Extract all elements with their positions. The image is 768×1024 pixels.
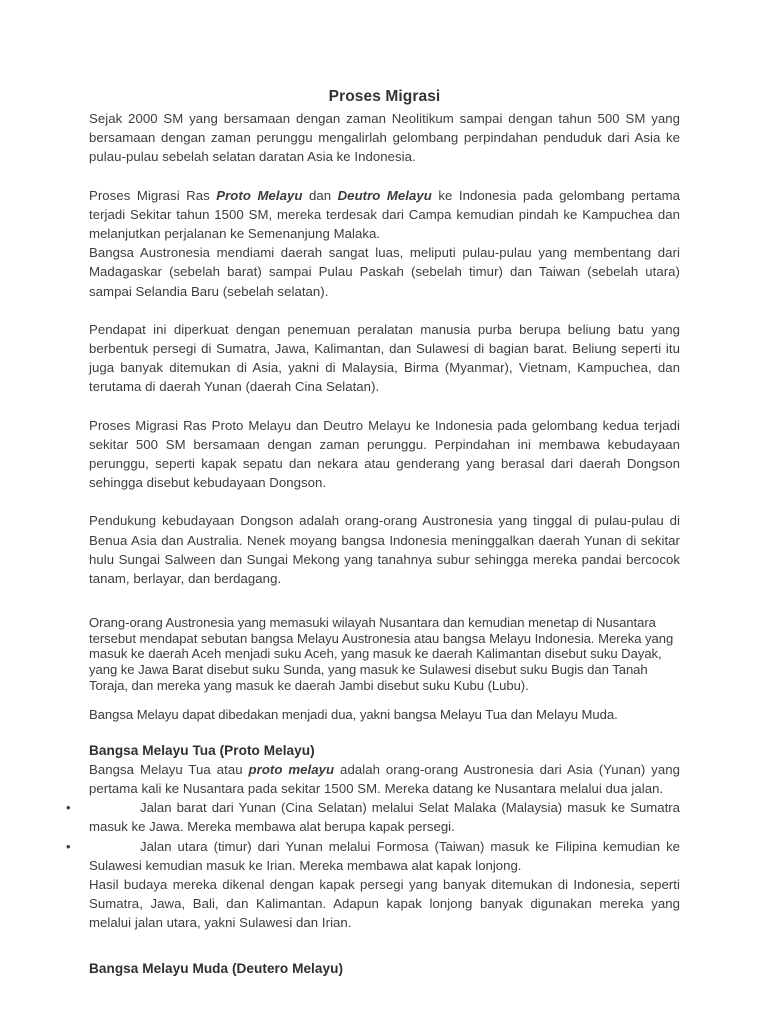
list-item-label: Jalan utara (timur) dari Yunan melalui Formosa (Taiwan) masuk ke Filipina kemudian ke Sulawesi kemudian masuk ke Irian. Mereka membawa alat kapak lonjong. bbox=[89, 838, 680, 873]
spacer bbox=[89, 933, 680, 960]
paragraph-nusantara-suku: Orang-orang Austronesia yang memasuki wilayah Nusantara dan kemudian menetap di Nusantara tersebut mendapat sebutan bangsa Melayu Austronesia atau bangsa Melayu Indonesia. Mereka yang masuk ke daerah Aceh menjadi suku Aceh, yang masuk ke daerah Kalimantan disebut suku Dayak, yang ke Jawa Barat disebut suku Sunda, yang masuk ke Sulawesi disebut suku Bugis dan Tanah Toraja, dan mereka yang masuk ke daerah Jambi disebut suku Kubu (Lubu). bbox=[89, 615, 674, 693]
spacer bbox=[89, 693, 680, 707]
emphasis-proto-melayu-lower: proto melayu bbox=[248, 761, 335, 777]
text-run: ke Indonesia pada gelombang pertama terjadi Sekitar tahun 1500 SM, mereka terdesak dari Campa kemudian pindah ke Kampuchea dan melanjutkan perjalanan ke Semenanjung Malaka. bbox=[89, 187, 681, 242]
page-title: Proses Migrasi bbox=[328, 88, 441, 105]
paragraph-austronesia-luas: Bangsa Austronesia mendiami daerah sangat luas, meliputi pulau-pulau yang membentang dari Madagaskar (sebelah barat) sampai Pulau Paskah (sebelah timur) dan Taiwan (sebelah utara) sampai Selandia Baru (sebelah selatan). bbox=[89, 245, 680, 299]
paragraph-pendukung-dongson: Pendukung kebudayaan Dongson adalah orang-orang Austronesia yang tinggal di pulau-pulau di Benua Asia dan Australia. Nenek moyang bangsa Indonesia meninggalkan daerah Yunan di sekitar hulu Sungai Salween dan Sungai Mekong yang tanahnya subur sehingga mereka pandai bercocok tanam, berlayar, dan berdagang. bbox=[89, 513, 680, 587]
emphasis-proto-melayu: Proto Melayu bbox=[216, 187, 303, 203]
spacer bbox=[89, 301, 680, 320]
paragraph-beliung: Pendapat ini diperkuat dengan penemuan peralatan manusia purba berupa beliung batu yang berbentuk persegi di Sumatra, Jawa, Kalimantan, dan Sulawesi di bagian barat. Beliung seperti itu juga banyak ditemukan di Asia, yakni di Malaysia, Birma (Myanmar), Vietnam, Kampuchea, dan terutama di daerah Yunan (daerah Cina Selatan). bbox=[89, 321, 680, 395]
heading-bangsa-melayu-muda: Bangsa Melayu Muda (Deutero Melayu) bbox=[89, 960, 344, 976]
text-run: Proses Migrasi Ras bbox=[89, 187, 217, 203]
bullet-icon: • bbox=[66, 800, 71, 816]
paragraph-intro: Sejak 2000 SM yang bersamaan dengan zaman Neolitikum sampai dengan tahun 500 SM yang bersamaan dengan zaman perunggu mengalirlah gelombang perpindahan penduduk dari Asia ke pulau-pulau sebelah selatan daratan Asia ke Indonesia. bbox=[89, 111, 680, 165]
spacer bbox=[89, 723, 680, 742]
text-run: Bangsa Melayu Tua atau bbox=[89, 761, 249, 777]
text-run: adalah orang-orang Austronesia dari Asia (Yunan) yang pertama kali ke Nusantara pada sekitar 1500 SM. Mereka datang ke Nusantara melalui dua jalan. bbox=[89, 761, 680, 797]
spacer bbox=[89, 167, 680, 186]
paragraph-melayu-tua-intro bbox=[89, 760, 680, 798]
list-jalan-migrasi bbox=[66, 798, 680, 875]
paragraph-dibedakan-dua: Bangsa Melayu dapat dibedakan menjadi dua, yakni bangsa Melayu Tua dan Melayu Muda. bbox=[89, 707, 618, 723]
paragraph-gelombang-kedua: Proses Migrasi Ras Proto Melayu dan Deutro Melayu ke Indonesia pada gelombang kedua terjadi sekitar 500 SM bersamaan dengan zaman perunggu. Perpindahan ini membawa kebudayaan perunggu, seperti kapak sepatu dan nekara atau genderang yang berasal dari daerah Dongson sehingga disebut kebudayaan Dongson. bbox=[89, 417, 680, 491]
spacer bbox=[89, 492, 680, 511]
paragraph-hasil-budaya: Hasil budaya mereka dikenal dengan kapak persegi yang banyak ditemukan di Indonesia, seperti Sumatra, Jawa, Bali, dan Kalimantan. Adapun kapak lonjong banyak digunakan mereka yang melalui jalan utara, yakni Sulawesi dan Irian. bbox=[89, 877, 680, 931]
bullet-icon: • bbox=[66, 838, 71, 854]
list-item bbox=[66, 798, 680, 836]
list-item-label: Jalan barat dari Yunan (Cina Selatan) melalui Selat Malaka (Malaysia) masuk ke Sumatra masuk ke Jawa. Mereka membawa alat berupa kapak persegi. bbox=[89, 800, 680, 835]
list-item bbox=[66, 837, 680, 875]
emphasis-deutro-melayu: Deutro Melayu bbox=[337, 187, 432, 203]
heading-bangsa-melayu-tua: Bangsa Melayu Tua (Proto Melayu) bbox=[89, 742, 315, 758]
paragraph-migrasi-ras-gelombang-pertama bbox=[89, 186, 680, 244]
spacer bbox=[89, 397, 680, 416]
spacer bbox=[89, 588, 680, 615]
text-run: dan bbox=[302, 187, 338, 203]
